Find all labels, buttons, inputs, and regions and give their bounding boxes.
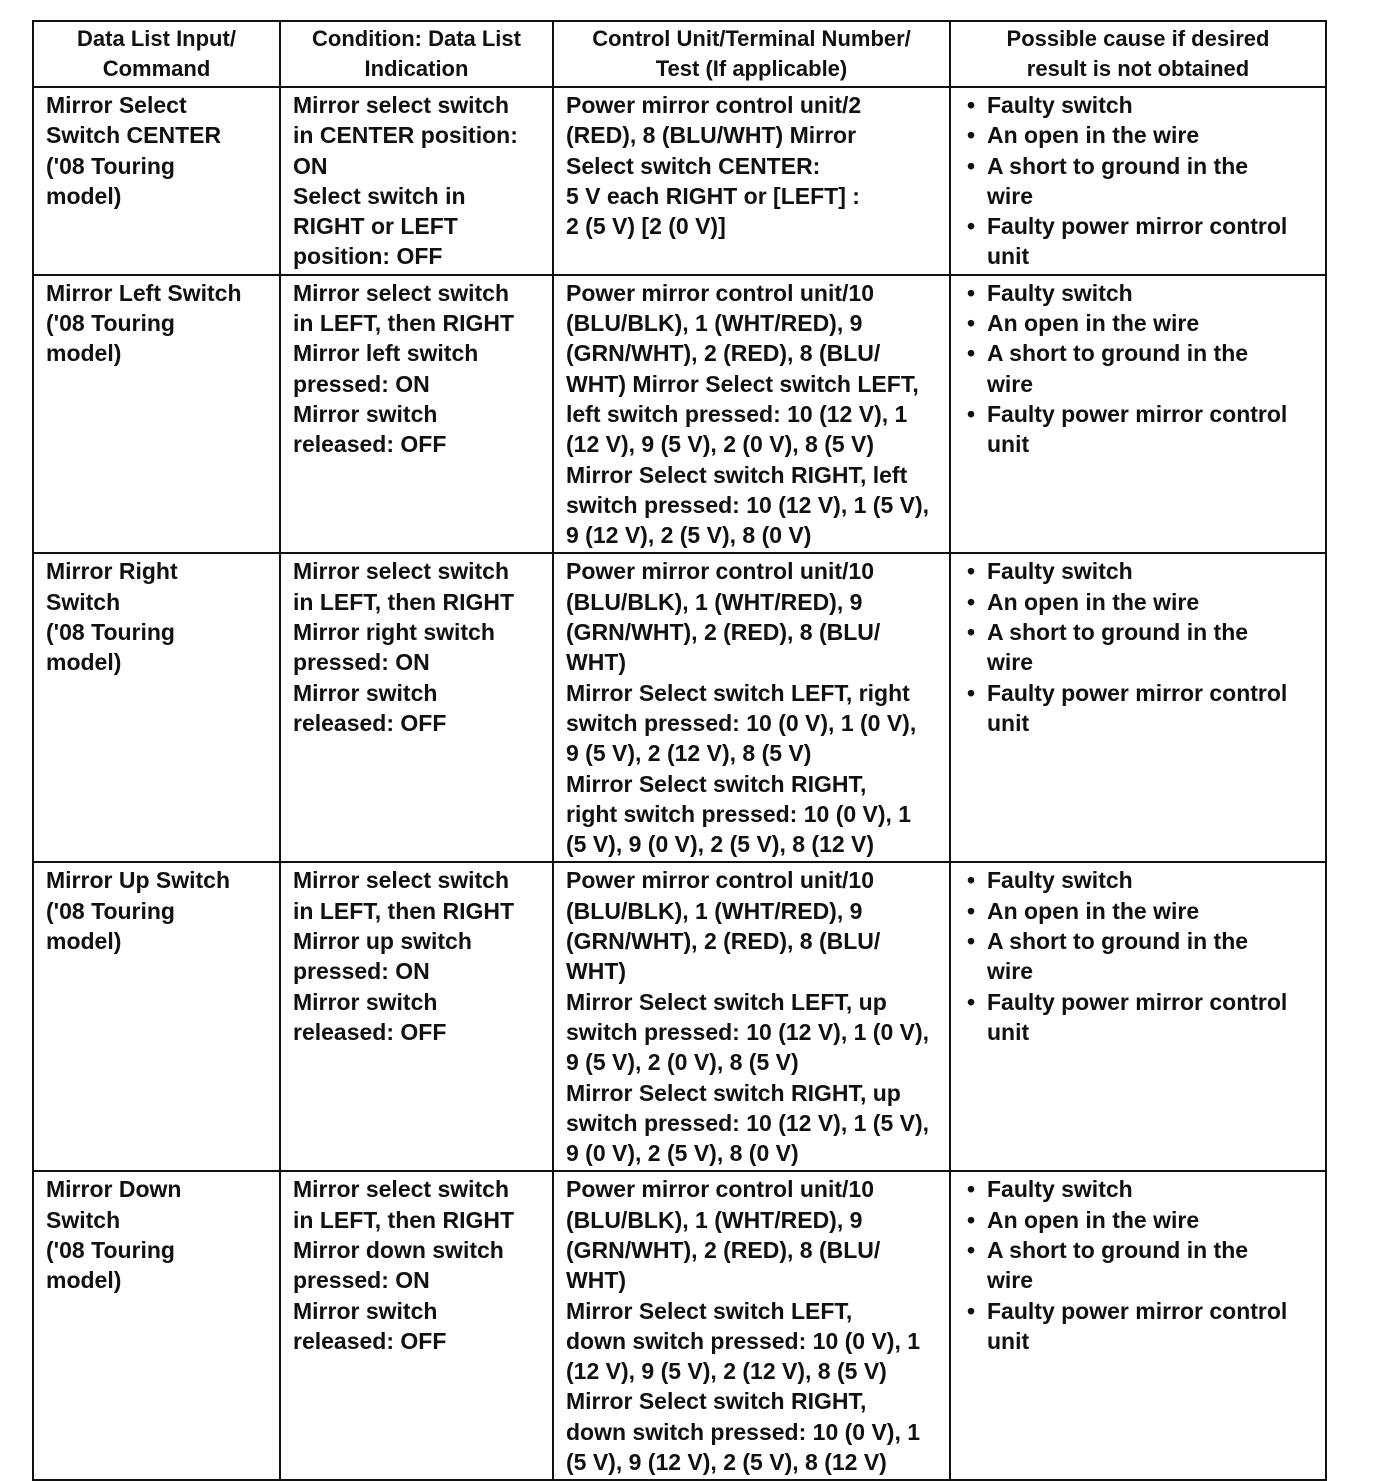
cell-text-line: Select switch in (293, 182, 466, 209)
list-item (963, 308, 1317, 338)
bullet-icon: • (967, 588, 976, 615)
cell-text-line: Mirror up switch (293, 928, 472, 955)
cell-text-line: ('08 Touring (46, 619, 175, 646)
bullet-icon: • (967, 558, 976, 585)
list-item (963, 987, 1317, 1048)
cell-text-line: WHT) Mirror Select switch LEFT, (566, 370, 919, 397)
cell-text-line: in LEFT, then RIGHT (293, 897, 515, 924)
list-item (963, 1205, 1317, 1235)
cause-list (963, 556, 1317, 738)
cell-text-line: (12 V), 9 (5 V), 2 (0 V), 8 (5 V) (566, 431, 875, 458)
cell-text-line: right switch pressed: 10 (0 V), 1 (566, 800, 912, 827)
cell-data-list-input (33, 862, 280, 1171)
header-condition: Condition: Data List Indication (280, 21, 553, 87)
table-header-row (33, 21, 1326, 87)
cell-text-line: 9 (0 V), 2 (5 V), 8 (0 V) (566, 1140, 799, 1167)
cell-text-line: Mirror Select (46, 92, 187, 118)
cell-text-line: Mirror Left Switch (46, 279, 242, 306)
bullet-icon: • (967, 92, 976, 118)
cell-text-line: released: OFF (293, 1327, 447, 1354)
cell-text-line: Mirror switch (293, 400, 438, 427)
cell-possible-cause (950, 87, 1326, 275)
cell-text-line: Mirror Select switch RIGHT, up (566, 1079, 901, 1106)
cause-text-line: A short to ground in the (987, 1236, 1249, 1263)
cell-text-line: Mirror Down (46, 1176, 182, 1203)
cell-text-line: Switch (46, 1206, 121, 1233)
cause-text-line: unit (987, 1327, 1030, 1354)
cell-text-line: in CENTER position: (293, 122, 518, 149)
cause-text-line: An open in the wire (987, 310, 1200, 337)
bullet-icon: • (967, 152, 976, 179)
cell-text-line: Mirror switch (293, 988, 438, 1015)
cell-text-line: Mirror select switch (293, 92, 510, 118)
cause-text-line: wire (987, 182, 1034, 209)
list-item (963, 556, 1317, 586)
bullet-icon: • (967, 1297, 976, 1324)
list-item (963, 1174, 1317, 1204)
cell-text-line: Power mirror control unit/2 (566, 92, 862, 118)
cause-text-line: Faulty power mirror control (987, 679, 1288, 706)
bullet-icon: • (967, 310, 976, 337)
cause-list (963, 865, 1317, 1047)
cell-text-line: Mirror Select switch RIGHT, left (566, 461, 908, 488)
cell-text-line: WHT) (566, 1267, 627, 1294)
cell-control-unit (553, 87, 950, 275)
cell-text-line: RIGHT or LEFT (293, 213, 458, 240)
cell-text-line: Mirror left switch (293, 340, 479, 367)
list-item (963, 399, 1317, 460)
cell-condition (280, 1171, 553, 1480)
cause-text-line: Faulty switch (987, 92, 1133, 118)
cell-text-line: (BLU/BLK), 1 (WHT/RED), 9 (566, 897, 863, 924)
list-item (963, 338, 1317, 399)
cell-text-line: Mirror down switch (293, 1236, 504, 1263)
cell-text-line: Mirror Select switch RIGHT, (566, 1388, 867, 1415)
cell-text-line: switch pressed: 10 (12 V), 1 (5 V), (566, 1109, 930, 1136)
table-row (33, 87, 1326, 275)
cell-text-line: Mirror Select switch LEFT, up (566, 988, 887, 1015)
bullet-icon: • (967, 897, 976, 924)
cell-text-line: switch pressed: 10 (12 V), 1 (5 V), (566, 491, 930, 518)
cell-text-line: 9 (5 V), 2 (12 V), 8 (5 V) (566, 740, 812, 767)
cell-possible-cause (950, 275, 1326, 554)
bullet-icon: • (967, 619, 976, 646)
cell-text-line: ('08 Touring (46, 1236, 175, 1263)
cell-text-line: 9 (5 V), 2 (0 V), 8 (5 V) (566, 1049, 799, 1076)
bullet-icon: • (967, 213, 976, 240)
cell-text-line: down switch pressed: 10 (0 V), 1 (566, 1418, 921, 1445)
cell-text-line: Mirror select switch (293, 558, 510, 585)
cell-text-line: (GRN/WHT), 2 (RED), 8 (BLU/ (566, 619, 881, 646)
bullet-icon: • (967, 279, 976, 306)
cause-text-line: wire (987, 1267, 1034, 1294)
list-item (963, 617, 1317, 678)
list-item (963, 896, 1317, 926)
cell-possible-cause (950, 862, 1326, 1171)
list-item (963, 1235, 1317, 1296)
cell-text-line: WHT) (566, 958, 627, 985)
cell-text-line: (5 V), 9 (0 V), 2 (5 V), 8 (12 V) (566, 831, 875, 858)
cause-text-line: wire (987, 649, 1034, 676)
cell-text-line: (GRN/WHT), 2 (RED), 8 (BLU/ (566, 340, 881, 367)
cell-text-line: in LEFT, then RIGHT (293, 310, 515, 337)
cause-text-line: Faulty power mirror control (987, 1297, 1288, 1324)
bullet-icon: • (967, 1236, 976, 1263)
cell-text-line: Mirror select switch (293, 279, 510, 306)
cause-text-line: A short to ground in the (987, 619, 1249, 646)
cell-text-line: 9 (12 V), 2 (5 V), 8 (0 V) (566, 522, 812, 549)
cell-text-line: in LEFT, then RIGHT (293, 1206, 515, 1233)
cell-text-line: (12 V), 9 (5 V), 2 (12 V), 8 (5 V) (566, 1358, 887, 1385)
cell-text-line: model) (46, 182, 122, 209)
cause-text-line: unit (987, 1018, 1030, 1045)
cell-text-line: Mirror Select switch LEFT, right (566, 679, 910, 706)
cell-text-line: (BLU/BLK), 1 (WHT/RED), 9 (566, 310, 863, 337)
cell-text-line: Mirror select switch (293, 867, 510, 894)
header-possible-cause: Possible cause if desired result is not obtained (950, 21, 1326, 87)
cell-text-line: switch pressed: 10 (12 V), 1 (0 V), (566, 1018, 930, 1045)
cause-text-line: An open in the wire (987, 588, 1200, 615)
cause-text-line: Faulty switch (987, 558, 1133, 585)
cell-text-line: released: OFF (293, 1018, 447, 1045)
cell-text-line: pressed: ON (293, 370, 430, 397)
cell-data-list-input (33, 553, 280, 862)
list-item (963, 865, 1317, 895)
cause-list (963, 90, 1317, 272)
cell-possible-cause (950, 1171, 1326, 1480)
cell-text-line: WHT) (566, 649, 627, 676)
table-row (33, 553, 1326, 862)
cell-text-line: 5 V each RIGHT or [LEFT] : (566, 182, 860, 209)
cell-text-line: left switch pressed: 10 (12 V), 1 (566, 400, 908, 427)
cause-text-line: Faulty switch (987, 1176, 1133, 1203)
cause-text-line: Faulty power mirror control (987, 400, 1288, 427)
cell-text-line: ('08 Touring (46, 310, 175, 337)
bullet-icon: • (967, 400, 976, 427)
cause-text-line: Faulty switch (987, 279, 1133, 306)
cell-data-list-input (33, 87, 280, 275)
header-control-unit: Control Unit/Terminal Number/ Test (If applicable) (553, 21, 950, 87)
cell-text-line: (GRN/WHT), 2 (RED), 8 (BLU/ (566, 928, 881, 955)
list-item (963, 587, 1317, 617)
cell-text-line: Power mirror control unit/10 (566, 279, 874, 306)
list-item (963, 278, 1317, 308)
cell-text-line: model) (46, 1267, 122, 1294)
cell-text-line: Mirror switch (293, 1297, 438, 1324)
cell-possible-cause (950, 553, 1326, 862)
cell-text-line: Mirror Select switch LEFT, (566, 1297, 853, 1324)
cell-text-line: Mirror select switch (293, 1176, 510, 1203)
list-item (963, 926, 1317, 987)
cell-control-unit (553, 275, 950, 554)
cell-text-line: model) (46, 340, 122, 367)
cell-text-line: Switch CENTER (46, 122, 222, 149)
cell-text-line: position: OFF (293, 243, 443, 270)
bullet-icon: • (967, 122, 976, 149)
cause-list (963, 1174, 1317, 1356)
cell-text-line: pressed: ON (293, 1267, 430, 1294)
cause-list (963, 278, 1317, 460)
cell-control-unit (553, 862, 950, 1171)
table-row (33, 862, 1326, 1171)
cell-text-line: Mirror Select switch RIGHT, (566, 770, 867, 797)
cause-text-line: A short to ground in the (987, 340, 1249, 367)
cell-text-line: model) (46, 649, 122, 676)
cell-text-line: Mirror Right (46, 558, 178, 585)
cause-text-line: Faulty power mirror control (987, 988, 1288, 1015)
cell-text-line: (BLU/BLK), 1 (WHT/RED), 9 (566, 1206, 863, 1233)
cause-text-line: wire (987, 370, 1034, 397)
cell-text-line: ('08 Touring (46, 897, 175, 924)
cell-text-line: pressed: ON (293, 649, 430, 676)
list-item (963, 90, 1317, 120)
list-item (963, 1296, 1317, 1357)
bullet-icon: • (967, 988, 976, 1015)
cell-text-line: (RED), 8 (BLU/WHT) Mirror (566, 122, 857, 149)
cause-text-line: An open in the wire (987, 897, 1200, 924)
cell-control-unit (553, 1171, 950, 1480)
cell-text-line: Power mirror control unit/10 (566, 1176, 874, 1203)
cause-text-line: unit (987, 431, 1030, 458)
bullet-icon: • (967, 340, 976, 367)
cell-data-list-input (33, 275, 280, 554)
cell-condition (280, 275, 553, 554)
bullet-icon: • (967, 679, 976, 706)
table-row (33, 275, 1326, 554)
cell-condition (280, 862, 553, 1171)
bullet-icon: • (967, 928, 976, 955)
bullet-icon: • (967, 1206, 976, 1233)
cell-text-line: switch pressed: 10 (0 V), 1 (0 V), (566, 709, 917, 736)
cell-text-line: released: OFF (293, 431, 447, 458)
cause-text-line: wire (987, 958, 1034, 985)
bullet-icon: • (967, 867, 976, 894)
cell-condition (280, 87, 553, 275)
cell-text-line: Power mirror control unit/10 (566, 558, 874, 585)
cell-text-line: Switch (46, 588, 121, 615)
cell-text-line: Mirror switch (293, 679, 438, 706)
cell-text-line: Power mirror control unit/10 (566, 867, 874, 894)
diagnostic-data-table (32, 20, 1327, 1481)
cell-text-line: 2 (5 V) [2 (0 V)] (566, 213, 726, 240)
header-data-list-input: Data List Input/ Command (33, 21, 280, 87)
cell-text-line: Mirror Up Switch (46, 867, 231, 894)
cell-text-line: in LEFT, then RIGHT (293, 588, 515, 615)
table-body (33, 87, 1326, 1480)
cell-condition (280, 553, 553, 862)
cause-text-line: Faulty switch (987, 867, 1133, 894)
cell-text-line: model) (46, 928, 122, 955)
cell-text-line: (5 V), 9 (12 V), 2 (5 V), 8 (12 V) (566, 1449, 887, 1476)
cell-text-line: ON (293, 152, 328, 179)
cause-text-line: A short to ground in the (987, 928, 1249, 955)
cell-control-unit (553, 553, 950, 862)
table-row (33, 1171, 1326, 1480)
cell-text-line: Mirror right switch (293, 619, 495, 646)
cause-text-line: Faulty power mirror control (987, 213, 1288, 240)
cell-text-line: Select switch CENTER: (566, 152, 821, 179)
cell-text-line: (BLU/BLK), 1 (WHT/RED), 9 (566, 588, 863, 615)
cell-data-list-input (33, 1171, 280, 1480)
list-item (963, 211, 1317, 272)
list-item (963, 120, 1317, 150)
bullet-icon: • (967, 1176, 976, 1203)
cell-text-line: ('08 Touring (46, 152, 175, 179)
list-item (963, 151, 1317, 212)
list-item (963, 678, 1317, 739)
cell-text-line: (GRN/WHT), 2 (RED), 8 (BLU/ (566, 1236, 881, 1263)
cause-text-line: unit (987, 709, 1030, 736)
cause-text-line: unit (987, 243, 1030, 270)
cell-text-line: down switch pressed: 10 (0 V), 1 (566, 1327, 921, 1354)
cause-text-line: An open in the wire (987, 1206, 1200, 1233)
cell-text-line: pressed: ON (293, 958, 430, 985)
cause-text-line: An open in the wire (987, 122, 1200, 149)
cause-text-line: A short to ground in the (987, 152, 1249, 179)
cell-text-line: released: OFF (293, 709, 447, 736)
